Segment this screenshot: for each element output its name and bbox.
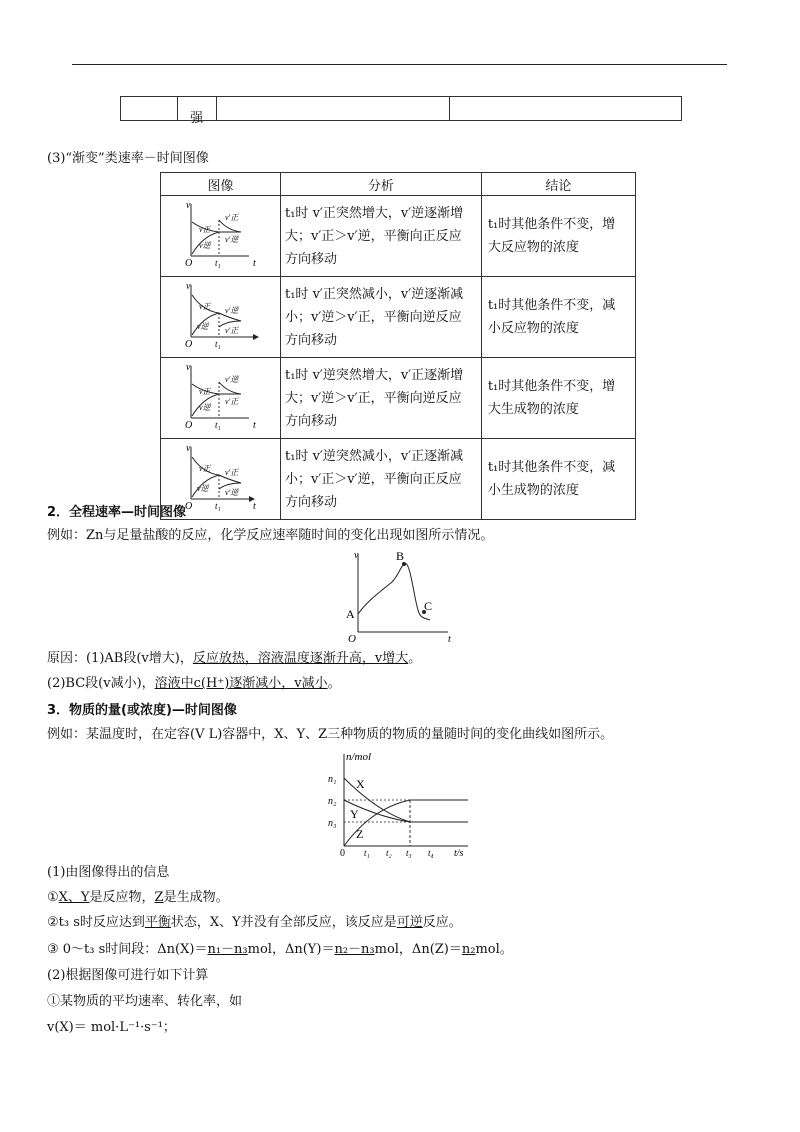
vp-reverse-label: v′逆 bbox=[225, 235, 239, 244]
v-reverse-label: v逆 bbox=[197, 322, 209, 331]
graph-cell bbox=[161, 358, 281, 439]
point-a-label: A bbox=[346, 607, 355, 621]
n-axis-label: n/mol bbox=[346, 751, 372, 763]
vp-forward-label: v′正 bbox=[225, 213, 239, 222]
vp-forward-label: v′正 bbox=[225, 397, 239, 406]
t3-label: t₃ bbox=[406, 848, 412, 858]
v-forward-label: v正 bbox=[199, 302, 211, 311]
rate-curve bbox=[358, 563, 433, 620]
y-label: Y bbox=[350, 807, 359, 821]
v-axis-label: v bbox=[186, 200, 191, 211]
graph-cell bbox=[161, 277, 281, 358]
header-rule bbox=[72, 64, 727, 65]
analysis-cell: t₁时 v′正突然减小，v′逆逐渐减 小；v′逆＞v′正，平衡向逆反应 方向移动 bbox=[281, 277, 482, 358]
vp-forward-label: v′正 bbox=[225, 326, 239, 335]
section-title-amount-time: 3．物质的量(或浓度)—时间图像 bbox=[47, 703, 237, 718]
t-axis-label: t bbox=[253, 420, 256, 431]
info-3: ③ 0～t₃ s时间段：Δn(X)＝n₁－n₃mol，Δn(Y)＝n₂－n₃mol，Δn(Z)＝n₂mol。 bbox=[47, 942, 513, 957]
calc-1: ①某物质的平均速率、转化率，如 bbox=[47, 994, 243, 1009]
amount-time-graph bbox=[320, 748, 490, 858]
origin-label: O bbox=[185, 339, 193, 350]
conclusion-cell: t₁时其他条件不变，增 大生成物的浓度 bbox=[481, 358, 635, 439]
v-reverse-label: v逆 bbox=[199, 403, 211, 412]
section-title-gradual: (3)“渐变”类速率－时间图像 bbox=[47, 151, 209, 166]
table-row bbox=[161, 358, 636, 439]
v-axis-label: v bbox=[186, 362, 191, 373]
v-forward-label: v正 bbox=[199, 464, 211, 473]
zero-label: 0 bbox=[340, 848, 345, 858]
n2-label: n₂ bbox=[328, 796, 337, 807]
v-forward-label: v正 bbox=[199, 387, 211, 396]
v-reverse-label: v逆 bbox=[197, 484, 209, 493]
reason-ab: 原因：(1)AB段(v增大)，反应放热，溶液温度逐渐升高，v增大。 bbox=[47, 651, 422, 666]
header-conclusion: 结论 bbox=[481, 173, 635, 196]
gradual-change-table bbox=[160, 172, 636, 520]
vp-forward-label: v′正 bbox=[225, 468, 239, 477]
prev-cell-1 bbox=[121, 97, 178, 121]
n1-label: n₁ bbox=[328, 774, 337, 785]
conclusion-cell: t₁时其他条件不变，减 小反应物的浓度 bbox=[481, 277, 635, 358]
t-axis-label: t/s bbox=[454, 848, 464, 858]
v-axis-label: v bbox=[186, 443, 191, 454]
z-label: Z bbox=[356, 827, 364, 841]
rate-time-graph-2 bbox=[161, 277, 280, 353]
calc-title: (2)根据图像可进行如下计算 bbox=[47, 968, 209, 983]
prev-cell-4 bbox=[450, 97, 682, 121]
t1-label: t₁ bbox=[364, 848, 370, 858]
calc-2: v(X)＝ mol·L⁻¹·s⁻¹； bbox=[47, 1020, 176, 1035]
section-title-whole-process: 2．全程速率—时间图像 bbox=[47, 505, 187, 520]
point-c-label: C bbox=[424, 599, 433, 613]
t1-label: t₁ bbox=[215, 258, 221, 268]
v-forward-label: v正 bbox=[199, 225, 211, 234]
v-axis-label: v bbox=[186, 281, 191, 292]
analysis-cell: t₁时 v′逆突然减小，v′正逐渐减 小；v′正＞v′逆，平衡向正反应 方向移动 bbox=[281, 439, 482, 520]
info-1: ①X、Y是反应物，Z是生成物。 bbox=[47, 890, 229, 905]
prev-cell-2: 强 bbox=[177, 97, 216, 121]
info-2: ②t₃ s时反应达到平衡状态，X、Y并没有全部反应，该反应是可逆反应。 bbox=[47, 915, 462, 930]
t1-label: t₁ bbox=[215, 420, 221, 430]
header-graph: 图像 bbox=[161, 173, 281, 196]
origin-label: O bbox=[185, 258, 193, 269]
vp-reverse-label: v′逆 bbox=[225, 306, 239, 315]
conclusion-cell: t₁时其他条件不变，减 小生成物的浓度 bbox=[481, 439, 635, 520]
origin-label: O bbox=[185, 420, 193, 431]
table-row bbox=[161, 277, 636, 358]
v-reverse-label: v逆 bbox=[199, 241, 211, 250]
conclusion-cell: t₁时其他条件不变，增 大反应物的浓度 bbox=[481, 196, 635, 277]
example-xyz: 例如：某温度时，在定容(V L)容器中，X、Y、Z三种物质的物质的量随时间的变化曲线如图所示。 bbox=[47, 727, 614, 742]
whole-process-graph bbox=[340, 548, 470, 644]
example-zn: 例如：Zn与足量盐酸的反应，化学反应速率随时间的变化出现如图所示情况。 bbox=[47, 528, 494, 543]
point-b-label: B bbox=[396, 549, 405, 563]
prev-cell-3 bbox=[216, 97, 450, 121]
table-row bbox=[161, 196, 636, 277]
origin-label: O bbox=[348, 633, 356, 644]
t2-label: t₂ bbox=[386, 848, 392, 858]
rate-time-graph-3 bbox=[161, 358, 280, 434]
t-axis-label: t bbox=[253, 258, 256, 269]
graph-cell bbox=[161, 196, 281, 277]
analysis-cell: t₁时 v′正突然增大，v′逆逐渐增 大；v′正＞v′逆，平衡向正反应 方向移动 bbox=[281, 196, 482, 277]
analysis-cell: t₁时 v′逆突然增大，v′正逐渐增 大；v′逆＞v′正，平衡向逆反应 方向移动 bbox=[281, 358, 482, 439]
vp-reverse-label: v′逆 bbox=[225, 488, 239, 497]
table-row bbox=[161, 439, 636, 520]
header-analysis: 分析 bbox=[281, 173, 482, 196]
v-axis-label: v bbox=[354, 550, 359, 561]
t4-label: t₄ bbox=[428, 848, 434, 858]
t1-label: t₁ bbox=[215, 339, 221, 349]
previous-table-fragment bbox=[120, 96, 682, 126]
t-axis-label: t bbox=[448, 634, 451, 644]
reason-bc: (2)BC段(v减小)，溶液中c(H⁺)逐渐减小，v减小。 bbox=[47, 676, 341, 691]
origin-label: O bbox=[185, 501, 193, 512]
t1-label: t₁ bbox=[215, 501, 221, 511]
info-title: (1)由图像得出的信息 bbox=[47, 865, 170, 880]
n3-label: n₃ bbox=[328, 818, 337, 829]
vp-reverse-label: v′逆 bbox=[225, 375, 239, 384]
t-axis-arrow bbox=[253, 334, 259, 340]
rate-time-graph-1 bbox=[161, 196, 280, 272]
x-label: X bbox=[356, 777, 365, 791]
t-axis-label: t bbox=[253, 501, 256, 512]
